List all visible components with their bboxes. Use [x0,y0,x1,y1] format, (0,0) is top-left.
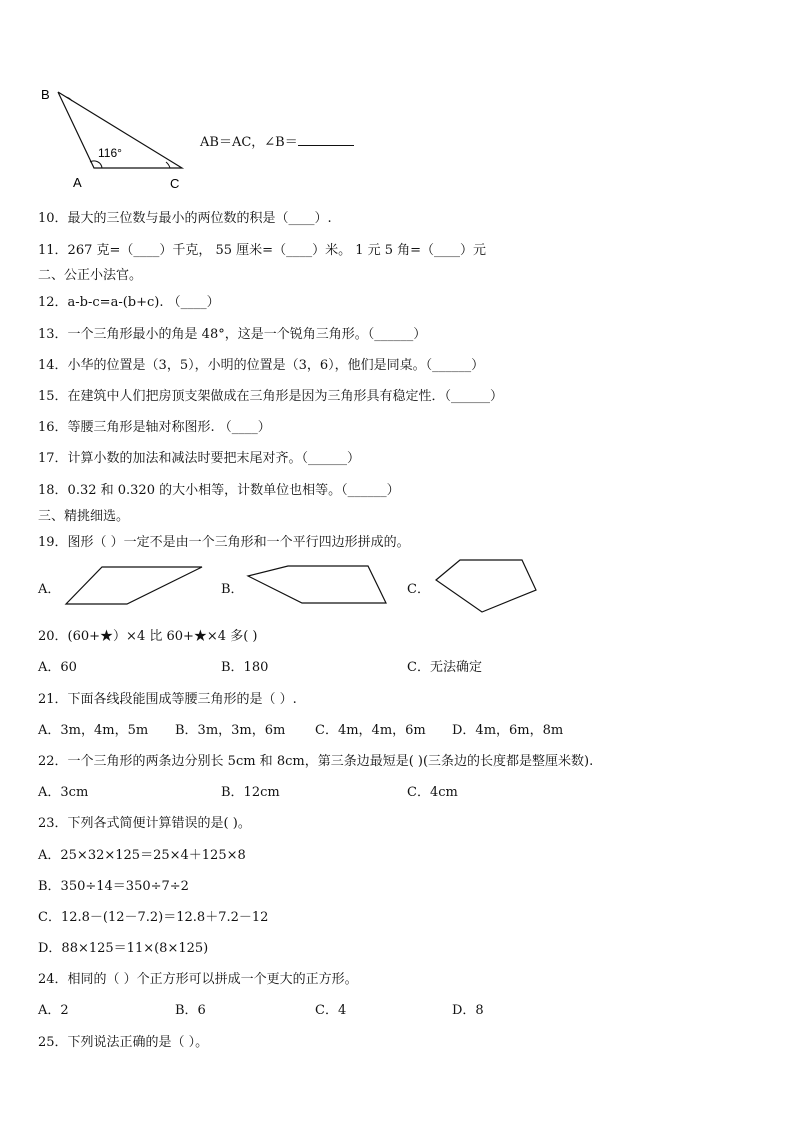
section-heading-3: 三、精挑细选。 [38,509,130,524]
question-11: 11．267 克=（____）千克， 55 厘米=（____）米。 1 元 5 角=（____）元 [38,243,487,258]
q20-option-b: B．180 [221,660,269,675]
q20-option-c: C．无法确定 [407,660,482,675]
q21-option-d: D．4m，6m，8m [452,723,564,738]
q22-option-a: A．3cm [38,785,89,800]
q20-option-a: A．60 [38,660,77,675]
q19-option-b: B． [221,582,244,597]
q22-option-c: C．4cm [407,785,458,800]
question-12: 12．a-b-c=a-(b+c). （____） [38,295,220,310]
question-17: 17．计算小数的加法和减法时要把末尾对齐。（______） [38,451,361,466]
answer-blank [298,133,354,146]
question-25: 25．下列说法正确的是（ ）。 [38,1035,209,1050]
q21-option-b: B．3m，3m，6m [175,723,286,738]
q21-option-c: C．4m，4m，6m [315,723,426,738]
label-a: A [73,175,82,190]
q23-option-a: A．25×32×125＝25×4＋125×8 [38,848,246,863]
question-15: 15．在建筑中人们把房顶支架做成在三角形是因为三角形具有稳定性．（______） [38,389,504,404]
label-c: C [170,176,180,191]
question-16: 16．等腰三角形是轴对称图形. （____） [38,420,271,435]
question-19: 19．图形（ ）一定不是由一个三角形和一个平行四边形拼成的。 [38,535,410,550]
q19-shape-b [244,562,390,608]
question-22: 22．一个三角形的两条边分别长 5cm 和 8cm，第三条边最短是( )(三条边的长度都是整厘米数). [38,754,594,769]
angle-label: 116° [98,146,122,160]
question-20: 20．(60+★）×4 比 60+★×4 多( ) [38,629,258,644]
q23-option-d: D．88×125＝11×(8×125) [38,941,209,956]
q19-shape-a [62,563,207,609]
q19-option-a: A． [38,582,61,597]
question-10: 10．最大的三位数与最小的两位数的积是（____）. [38,211,332,226]
q24-option-a: A．2 [38,1003,69,1018]
q24-option-c: C．4 [315,1003,347,1018]
question-18: 18．0.32 和 0.320 的大小相等，计数单位也相等。（______） [38,483,400,498]
question-14: 14．小华的位置是（3，5），小明的位置是（3，6），他们是同桌。（______） [38,358,485,373]
section-heading-2: 二、公正小法官。 [38,268,143,283]
q19-shape-c [432,556,540,616]
triangle-figure [36,84,196,194]
q23-option-b: B．350÷14＝350÷7÷2 [38,879,189,894]
question-13: 13．一个三角形最小的角是 48°，这是一个锐角三角形。（______） [38,327,427,342]
q23-option-c: C．12.8－(12－7.2)＝12.8＋7.2－12 [38,910,269,925]
figure-caption-text: AB＝AC，∠B＝ [200,135,298,150]
q19-option-c: C． [407,582,430,597]
q21-option-a: A．3m，4m，5m [38,723,149,738]
question-21: 21．下面各线段能围成等腰三角形的是（ ）. [38,692,297,707]
figure-caption [200,131,354,150]
q24-option-b: B．6 [175,1003,206,1018]
question-23: 23．下列各式简便计算错误的是( )。 [38,816,251,831]
q24-option-d: D．8 [452,1003,484,1018]
label-b: B [41,87,50,102]
q22-option-b: B．12cm [221,785,280,800]
question-24: 24．相同的（ ）个正方形可以拼成一个更大的正方形。 [38,972,358,987]
